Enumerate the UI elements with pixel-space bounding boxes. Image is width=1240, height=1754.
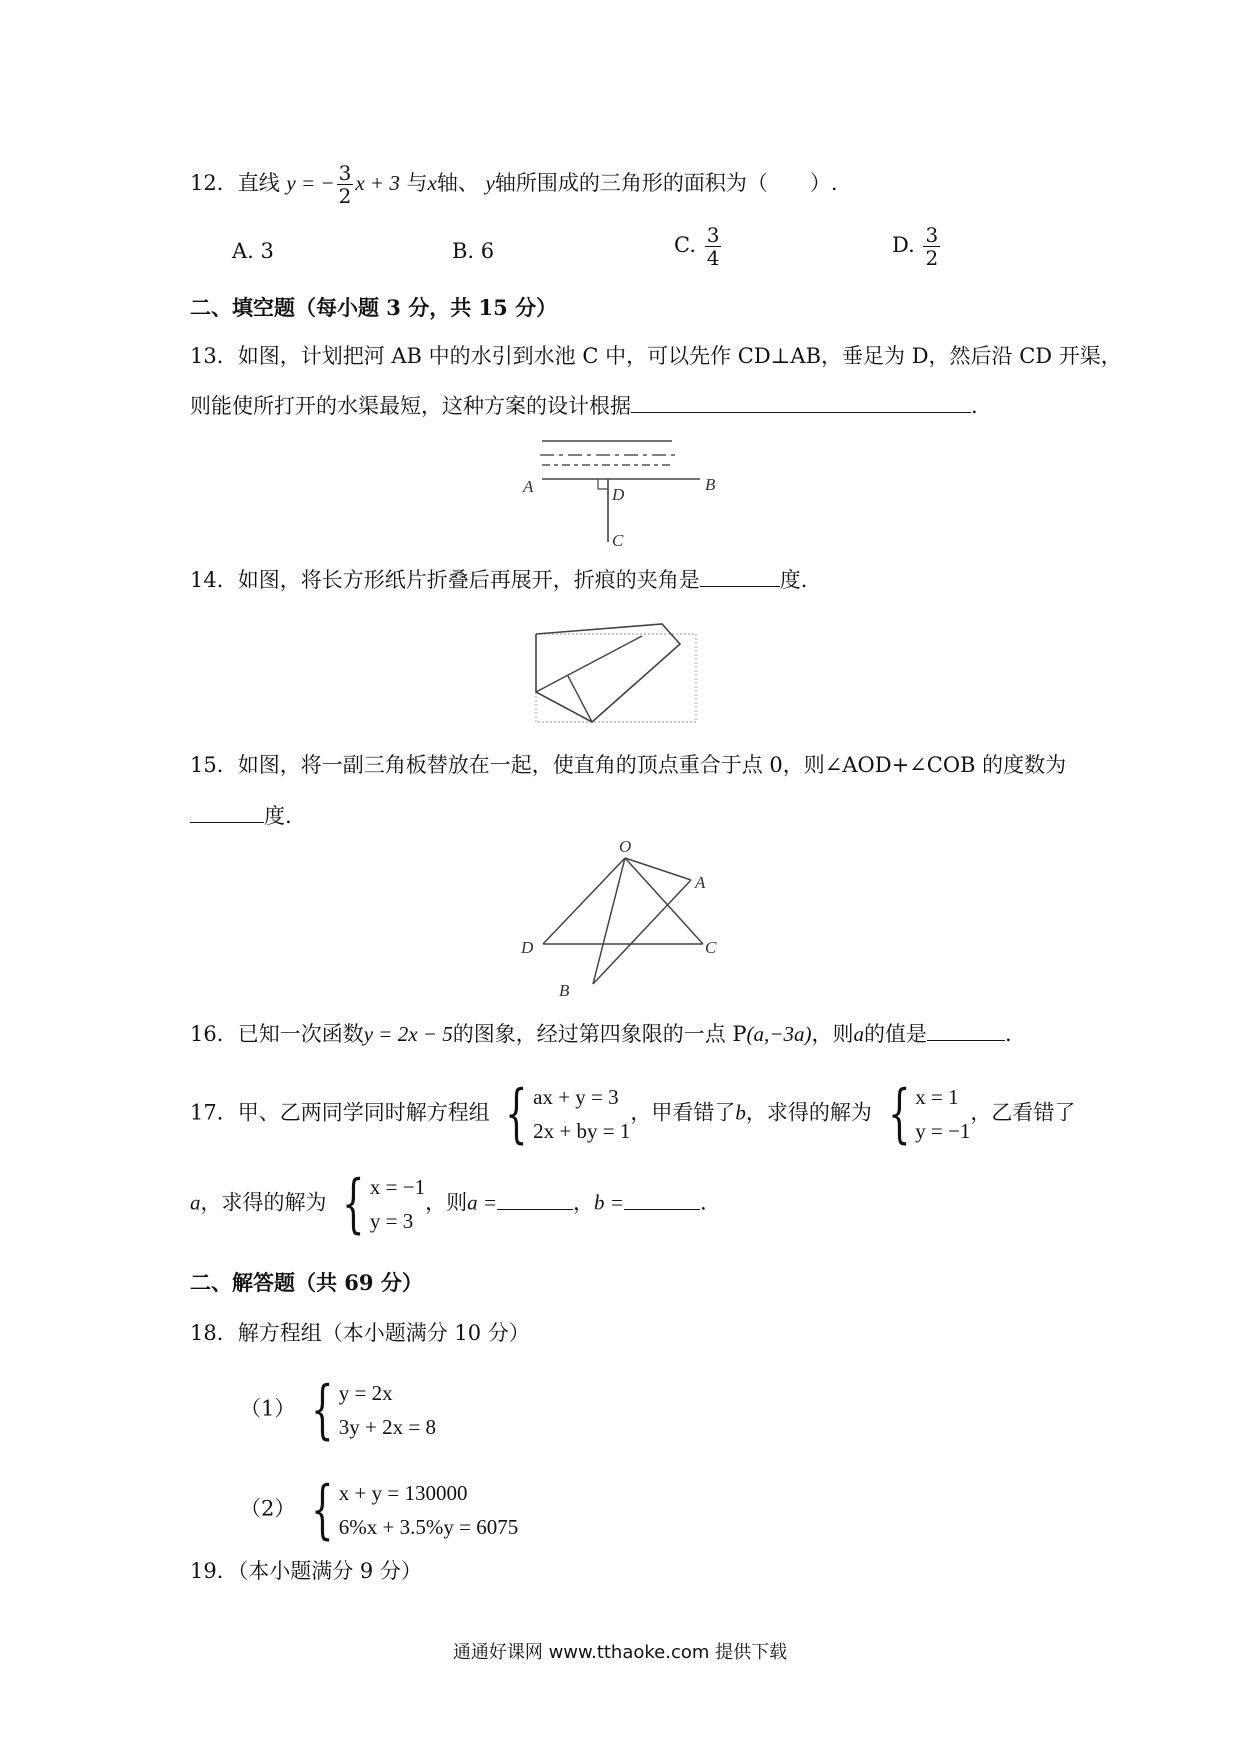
q17-line1: 17．甲、乙两同学同时解方程组 { ax + y = 3 2x + by = 1 ，甲看错了b，求得的解为 { x = 1 y = −1 ，乙看错了 <box>190 1077 1076 1151</box>
q15-line2: 度. <box>190 800 292 831</box>
q14-stem: 14．如图，将长方形纸片折叠后再展开，折痕的夹角是 度. <box>190 564 807 595</box>
q12-option-b: B. 6 <box>452 239 495 263</box>
q15-label-b: B <box>559 981 570 1000</box>
q16-stem: 16．已知一次函数y = 2x − 5的图象，经过第四象限的一点 P(a,−3a)，则a的值是 . <box>190 1018 1012 1049</box>
q18-part1: （1） { y = 2x 3y + 2x = 8 <box>240 1373 436 1447</box>
q17-line2: a，求得的解为 { x = −1 y = 3 ，则a = ，b = . <box>190 1167 707 1241</box>
footer-watermark: 通通好课网 www.tthaoke.com 提供下载 <box>452 1642 788 1663</box>
q13-river-diagram <box>520 432 730 557</box>
q17-b-blank <box>624 1187 700 1210</box>
q15-line1: 15．如图，将一副三角板替放在一起，使直角的顶点重合于点 0，则∠AOD+∠COB 的度数为 <box>190 753 1067 777</box>
q12-option-a: A. 3 <box>232 239 274 263</box>
section-answer-title: 二、解答题（共 69 分） <box>190 1270 423 1295</box>
q15-label-a: A <box>695 873 706 892</box>
q13-line2: 则能使所打开的水渠最短，这种方案的设计根据 . <box>190 390 978 421</box>
q15-label-c: C <box>705 938 717 957</box>
q12-option-c: C. $\frac{3}{4}$ <box>674 223 720 270</box>
q13-label-d: D <box>612 485 625 504</box>
q17-a-blank <box>497 1187 573 1210</box>
section-fill-blank-title: 二、填空题（每小题 3 分，共 15 分） <box>190 295 558 320</box>
q15-label-o: O <box>619 837 632 856</box>
q14-folded-paper-diagram <box>530 620 710 732</box>
q15-answer-blank <box>190 800 264 823</box>
q12-fraction: $\frac{3}{2}$ <box>338 161 352 208</box>
q17-system-1: { ax + y = 3 2x + by = 1 <box>505 1077 631 1151</box>
q15-label-d: D <box>521 938 534 957</box>
q19-title: 19．（本小题满分 9 分） <box>190 1559 422 1583</box>
q18-part2: （2） { x + y = 130000 6%x + 3.5%y = 6075 <box>240 1473 519 1547</box>
q17-system-2: { x = 1 y = −1 <box>887 1077 971 1151</box>
q13-label-a: A <box>523 477 534 496</box>
q18-title: 18．解方程组（本小题满分 10 分） <box>190 1321 530 1345</box>
q12-option-d: D. $\frac{3}{2}$ <box>892 223 939 270</box>
q12-stem: 12．直线 y = − $\frac{3}{2}$ x + 3 与x轴、 y轴所围成的三角形的面积为（ ）. <box>190 161 838 208</box>
q13-line1: 13．如图，计划把河 AB 中的水引到水池 C 中，可以先作 CD⊥AB，垂足为 D，然后沿 CD 开渠， <box>190 344 1122 368</box>
q13-answer-blank <box>631 390 971 413</box>
q13-label-b: B <box>705 475 716 494</box>
q17-system-3: { x = −1 y = 3 <box>342 1167 426 1241</box>
q14-answer-blank <box>700 564 780 587</box>
q16-answer-blank <box>927 1018 1005 1041</box>
q13-label-c: C <box>612 531 624 550</box>
q15-triangles-diagram <box>515 832 730 1000</box>
